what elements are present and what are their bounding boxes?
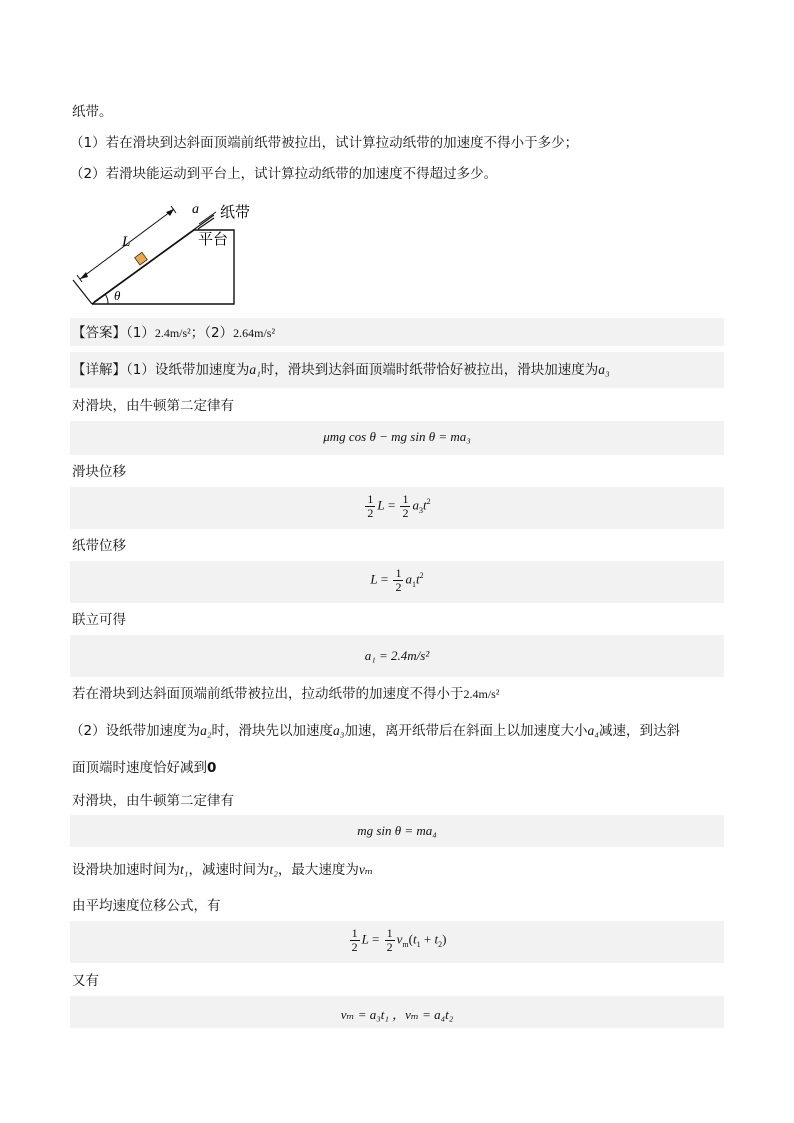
formula1-band bbox=[70, 421, 724, 455]
formula7-band bbox=[70, 815, 724, 847]
formula-newton-2-text: mg sin θ = ma₄ bbox=[357, 823, 437, 838]
step6-line-2 bbox=[72, 759, 216, 777]
step8-text-a: 设滑块加速时间为 bbox=[72, 862, 180, 878]
slider-block bbox=[135, 252, 148, 265]
step6-text-b: 时，滑块先以加速度 bbox=[211, 723, 334, 739]
answer-band bbox=[70, 318, 724, 346]
label-a: a bbox=[192, 202, 199, 217]
formula-max-velocity-text: vₘ = a₃t₁ ，vₘ = a₄t₂ bbox=[340, 1007, 454, 1022]
label-L: L bbox=[122, 234, 131, 250]
step6-var-a2: a₂ bbox=[200, 723, 212, 738]
step6-text-e: 面顶端时速度恰好减到 bbox=[72, 760, 207, 776]
detail-line bbox=[72, 361, 610, 379]
fraction-half-2: $\frac{1}{2}$ bbox=[402, 492, 409, 520]
step8-var-vm: vₘ bbox=[358, 862, 374, 877]
step8-text-c: ，最大速度为 bbox=[277, 862, 359, 878]
formula-average-velocity: $\frac{1}{2}$ L = $\frac{1}{2}$ $v_m(t_1 + t_2)$ bbox=[351, 926, 447, 954]
formula-max-velocity bbox=[70, 1004, 724, 1023]
base-wall bbox=[73, 280, 92, 304]
question-1: （1）若在滑块到达斜面顶端前纸带被拉出，试计算拉动纸带的加速度不得小于多少； bbox=[70, 135, 579, 151]
step9-text: 由平均速度位移公式，有 bbox=[72, 898, 221, 914]
step3-text: 纸带位移 bbox=[72, 538, 126, 554]
formula-result-a1-text: a₁ = 2.4m/s² bbox=[364, 648, 430, 663]
fraction-half-1: $\frac{1}{2}$ bbox=[367, 492, 374, 520]
angle-arc bbox=[105, 294, 108, 304]
paper-tape bbox=[94, 215, 214, 302]
formula-result-a1 bbox=[70, 648, 724, 664]
formula10-band bbox=[70, 996, 724, 1028]
formula-newton-1-text: μmg cos θ − mg sin θ = ma₃ bbox=[323, 429, 471, 444]
formula-slider-displacement: $\frac{1}{2}$ L = $\frac{1}{2}$ $a_3t^2$ bbox=[367, 492, 431, 520]
formula-tape-displacement: L = $\frac{1}{2}$ $a_1t^2$ bbox=[370, 566, 424, 594]
step7-text: 对滑块，由牛顿第二定律有 bbox=[72, 793, 234, 809]
formula3-band bbox=[70, 561, 724, 603]
intro-line-0: 纸带。 bbox=[72, 104, 113, 120]
step5-text: 若在滑块到达斜面顶端前纸带被拉出，拉动纸带的加速度不得小于 bbox=[72, 686, 464, 702]
step6-var-a4: a₄ bbox=[587, 723, 599, 738]
incline-diagram bbox=[68, 196, 268, 311]
formula-newton-1 bbox=[70, 429, 724, 445]
detail-prefix: 【详解】 bbox=[72, 362, 126, 378]
fraction-half-5: $\frac{1}{2}$ bbox=[386, 926, 393, 954]
step5-line bbox=[72, 685, 499, 703]
formula2-band bbox=[70, 487, 724, 529]
detail-text-2: 时，滑块到达斜面顶端时纸带恰好被拉出，滑块加速度为 bbox=[260, 362, 599, 378]
answer-part1-label: （1） bbox=[126, 325, 155, 341]
step6-text-c: 加速，离开纸带后在斜面上以加速度大小 bbox=[344, 723, 588, 739]
step4-text: 联立可得 bbox=[72, 612, 126, 628]
detail-var-a3: a₃ bbox=[598, 362, 610, 377]
label-theta: θ bbox=[114, 288, 121, 303]
step5-value: 2.4m/s² bbox=[463, 687, 500, 701]
step1-text: 对滑块，由牛顿第二定律有 bbox=[72, 398, 234, 414]
arrow-head-low bbox=[80, 272, 88, 279]
label-tape: 纸带 bbox=[220, 205, 251, 221]
detail-text-1: （1）设纸带加速度为 bbox=[126, 362, 250, 378]
formula9-band bbox=[70, 921, 724, 963]
answer-line bbox=[72, 324, 275, 342]
formula-newton-2 bbox=[70, 823, 724, 839]
step8-var-t2: t₂ bbox=[269, 862, 278, 877]
step6-text-d: 减速，到达斜 bbox=[598, 723, 680, 739]
answer-part2-label: （2） bbox=[204, 325, 234, 341]
answer-value-2: 2.64m/s² bbox=[233, 326, 276, 340]
step10-text: 又有 bbox=[72, 973, 99, 989]
formula4-band bbox=[70, 635, 724, 677]
step8-var-t1: t₁ bbox=[180, 862, 189, 877]
question-2: （2）若滑块能运动到平台上，试计算拉动纸带的加速度不得超过多少。 bbox=[70, 166, 498, 182]
step6-text-a: （2）设纸带加速度为 bbox=[70, 723, 201, 739]
answer-prefix: 【答案】 bbox=[72, 325, 126, 341]
step2-text: 滑块位移 bbox=[72, 464, 126, 480]
fraction-half-3: $\frac{1}{2}$ bbox=[395, 566, 402, 594]
step6-zero: 0 bbox=[207, 760, 217, 776]
answer-separator: ； bbox=[190, 325, 205, 341]
step1-band bbox=[70, 392, 724, 418]
detail-var-a1: a₁ bbox=[249, 362, 261, 377]
detail-band bbox=[70, 352, 724, 388]
answer-value-1: 2.4m/s² bbox=[154, 326, 191, 340]
step8-text-b: ，减速时间为 bbox=[188, 862, 270, 878]
fraction-half-4: $\frac{1}{2}$ bbox=[351, 926, 358, 954]
step8-line bbox=[72, 861, 373, 879]
label-platform: 平台 bbox=[198, 232, 229, 248]
arrow-head-high bbox=[166, 209, 174, 216]
step6-var-a3: a₃ bbox=[333, 723, 345, 738]
step6-line-1 bbox=[70, 722, 680, 740]
